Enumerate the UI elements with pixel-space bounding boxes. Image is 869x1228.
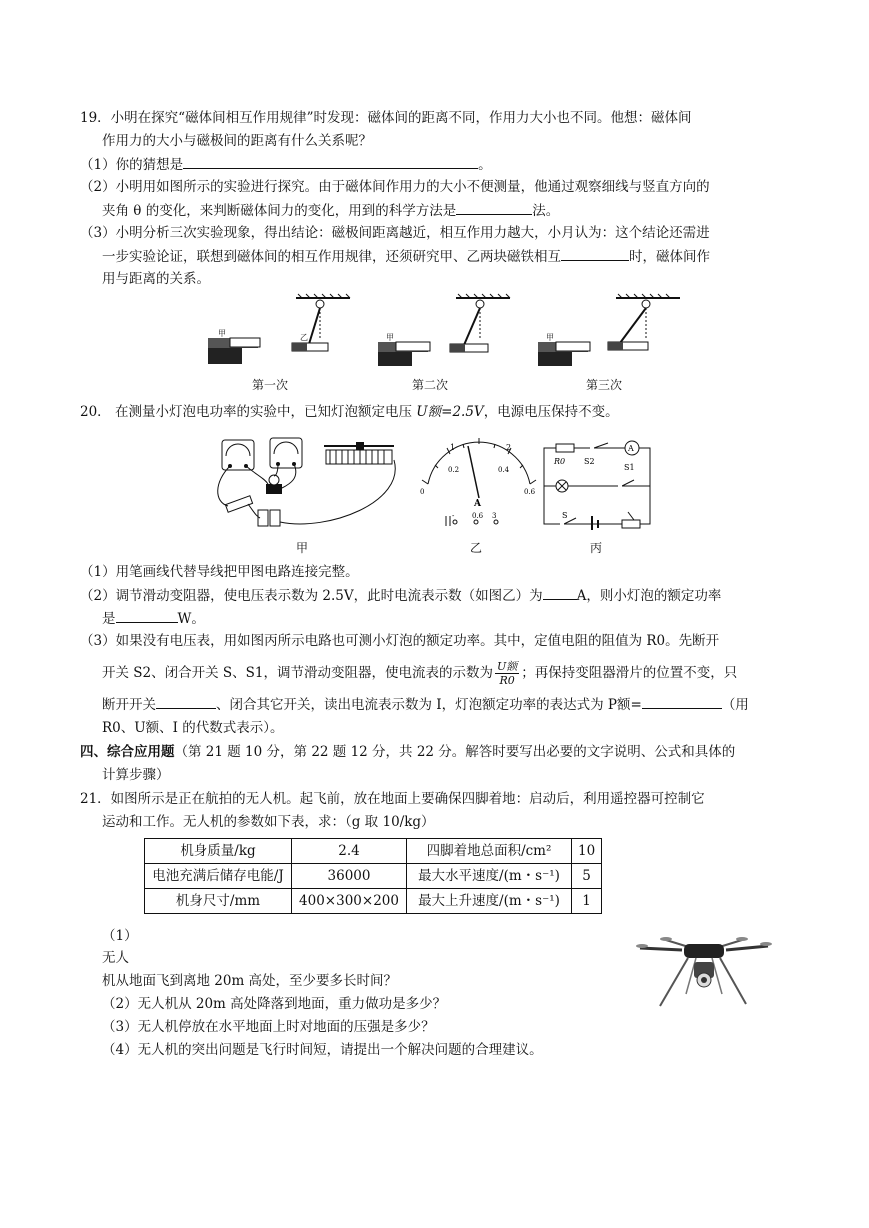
table-cell: 2.4 bbox=[292, 839, 407, 864]
experiment-1 bbox=[208, 294, 350, 364]
q19-p1-text: （1）你的猜想是 bbox=[80, 157, 184, 173]
fraction-numerator: U额 bbox=[497, 660, 518, 673]
q19-p3-mid: 时，磁体间作 bbox=[629, 249, 710, 265]
unit-label: A bbox=[474, 499, 481, 509]
q19-part-1 bbox=[80, 154, 492, 175]
section-desc: （第 21 题 10 分，第 22 题 12 分，共 22 分。解答时要写出必要的文字说明、公式和具体的 bbox=[174, 744, 736, 760]
label-jia: 甲 bbox=[386, 333, 394, 342]
q20-p3-text: 开关 S2、闭合开关 S、S1，调节滑动变阻器，使电流表的示数为 bbox=[102, 665, 494, 681]
table-row bbox=[145, 839, 602, 864]
rheostat-symbol-icon bbox=[622, 520, 640, 528]
table-cell: 机身质量/kg bbox=[145, 839, 292, 864]
table-cell: 1 bbox=[572, 889, 602, 914]
terminal-0.6: 0.6 bbox=[472, 512, 484, 520]
caption-first: 第一次 bbox=[252, 378, 289, 392]
experiment-3 bbox=[538, 294, 680, 366]
section-4-line-2: 计算步骤） bbox=[102, 767, 170, 783]
q20-p3-text2: 断开开关 bbox=[102, 697, 156, 713]
tick-top-1: 1 bbox=[450, 443, 456, 452]
q21-line-2: 运动和工作。无人机的参数如下表，求：（g 取 10/kg） bbox=[102, 814, 435, 830]
answer-blank[interactable] bbox=[156, 694, 216, 709]
caption-jia: 甲 bbox=[296, 541, 309, 555]
q20-p2-text: （2）调节滑动变阻器，使电压表示数为 2.5V，此时电流表示数（如图乙）为 bbox=[80, 588, 543, 604]
q20-part-3d: R0、U额、I 的代数式表示）。 bbox=[102, 720, 284, 736]
s2-label: S2 bbox=[584, 457, 595, 466]
table-row bbox=[145, 889, 602, 914]
q21-p1-label: （1） bbox=[102, 928, 138, 944]
tick-0.2: 0.2 bbox=[448, 466, 460, 474]
q20-part-3c bbox=[102, 694, 749, 715]
q20-intro: 20． 在测量小灯泡电功率的实验中，已知灯泡额定电压 bbox=[80, 404, 417, 420]
s1-label: S1 bbox=[624, 463, 635, 472]
table-cell: 10 bbox=[572, 839, 602, 864]
label-yi: 乙 bbox=[300, 333, 308, 342]
table-cell: 5 bbox=[572, 864, 602, 889]
tick-0.4: 0.4 bbox=[498, 466, 510, 474]
q20-p3-text3: 、闭合其它开关，读出电流表示数为 I，灯泡额定功率的表达式为 P额= bbox=[216, 697, 642, 713]
q19-part-3c: 用与距离的关系。 bbox=[102, 271, 210, 287]
q20-intro-end: ，电源电压保持不变。 bbox=[483, 404, 619, 420]
q19-part-3b bbox=[102, 246, 710, 267]
table-cell: 机身尺寸/mm bbox=[145, 889, 292, 914]
answer-blank[interactable] bbox=[642, 694, 722, 709]
circuit-diagram bbox=[538, 440, 656, 530]
label-jia: 甲 bbox=[546, 333, 554, 342]
tick-zero: 0 bbox=[420, 488, 425, 496]
q19-p1-end: 。 bbox=[478, 157, 492, 173]
q19-p3-text: 一步实验论证，联想到磁体间的相互作用规律，还须研究甲、乙两块磁铁相互 bbox=[102, 249, 561, 265]
meter-needle bbox=[468, 446, 479, 498]
fraction bbox=[495, 660, 519, 687]
q19-part-3a: （3）小明分析三次实验现象，得出结论：磁极间距离越近，相互作用力越大，小月认为：这个结论还需进 bbox=[80, 225, 710, 241]
fraction-denominator: R0 bbox=[499, 674, 515, 687]
terminal-3: 3 bbox=[492, 512, 497, 520]
q21-part-3: （3）无人机停放在水平地面上时对地面的压强是多少？ bbox=[102, 1019, 435, 1035]
q19-part-2a: （2）小明用如图所示的实验进行探究。由于磁体间作用力的大小不便测量，他通过观察细线与竖直方向的 bbox=[80, 179, 710, 195]
q20-p3-mid: ；再保持变阻器滑片的位置不变，只 bbox=[521, 665, 738, 681]
label-jia: 甲 bbox=[218, 329, 226, 338]
answer-blank[interactable] bbox=[561, 246, 629, 261]
table-row bbox=[145, 864, 602, 889]
q21-part-2: （2）无人机从 20m 高处降落到地面，重力做功是多少？ bbox=[102, 996, 447, 1012]
section-4-heading bbox=[80, 742, 735, 762]
q19-p2-end: 法。 bbox=[532, 203, 560, 219]
table-cell: 电池充满后储存电能/J bbox=[145, 864, 292, 889]
answer-blank[interactable] bbox=[456, 200, 532, 215]
q21-part-4: （4）无人机的突出问题是飞行时间短，请提出一个解决问题的合理建议。 bbox=[102, 1042, 543, 1058]
q20-p3-text4: （用 bbox=[721, 697, 749, 713]
q19-line-1: 19．小明在探究“磁体间相互作用规律”时发现：磁体间的距离不同，作用力大小也不同。他想：磁体间 bbox=[80, 110, 692, 126]
q20-part-2b bbox=[102, 608, 205, 629]
q19-line-2: 作用力的大小与磁极间的距离有什么关系呢？ bbox=[102, 133, 372, 149]
drone-params-table bbox=[144, 838, 602, 914]
ammeter-label: A bbox=[628, 444, 634, 453]
answer-blank[interactable] bbox=[116, 608, 178, 623]
q21-p1-word: 无人 bbox=[102, 950, 129, 966]
q20-rated-voltage: U额=2.5V bbox=[416, 404, 484, 420]
q20-part-3b bbox=[102, 660, 737, 687]
q21-part-1: 机从地面飞到离地 20m 高处，至少要多长时间？ bbox=[102, 973, 398, 989]
caption-third: 第三次 bbox=[586, 378, 623, 392]
resistor-r0-icon bbox=[556, 444, 574, 452]
q20-p2-end: W。 bbox=[177, 611, 205, 627]
experiment-2 bbox=[378, 294, 510, 366]
apparatus-figure bbox=[208, 432, 408, 536]
q20-part-2a bbox=[80, 585, 721, 606]
table-cell: 400×300×200 bbox=[292, 889, 407, 914]
terminal-minus: - bbox=[452, 512, 455, 520]
r0-label: R0 bbox=[554, 457, 566, 466]
caption-second: 第二次 bbox=[412, 378, 449, 392]
q20-p2-text2: 是 bbox=[102, 611, 116, 627]
caption-bing: 丙 bbox=[590, 541, 603, 555]
tick-0.6: 0.6 bbox=[524, 488, 536, 496]
caption-yi: 乙 bbox=[470, 541, 483, 555]
magnet-experiment-figure bbox=[200, 290, 680, 368]
q20-p2-mid: A，则小灯泡的额定功率 bbox=[576, 588, 722, 604]
table-cell: 最大上升速度/(m・s⁻¹) bbox=[407, 889, 572, 914]
q20-part-3a: （3）如果没有电压表，用如图丙所示电路也可测小灯泡的额定功率。其中，定值电阻的阻值为 R0。先断开 bbox=[80, 633, 720, 649]
section-title: 四、综合应用题 bbox=[80, 744, 175, 760]
q21-line-1: 21．如图所示是正在航拍的无人机。起飞前，放在地面上要确保四脚着地：启动后，利用遥控器可控制它 bbox=[80, 791, 705, 807]
ammeter-dial-figure bbox=[420, 436, 538, 532]
drone-image bbox=[636, 932, 772, 1012]
q19-p2-text: 夹角 θ 的变化，来判断磁体间力的变化，用到的科学方法是 bbox=[102, 203, 457, 219]
tick-top-2: 2 bbox=[506, 443, 512, 452]
answer-blank[interactable] bbox=[543, 585, 577, 600]
s-label: S bbox=[562, 511, 568, 520]
q20-part-1: （1）用笔画线代替导线把甲图电路连接完整。 bbox=[80, 564, 359, 580]
table-cell: 最大水平速度/(m・s⁻¹) bbox=[407, 864, 572, 889]
answer-blank[interactable] bbox=[183, 154, 478, 169]
q19-part-2b bbox=[102, 200, 559, 221]
q20-line-1 bbox=[80, 402, 619, 422]
table-cell: 36000 bbox=[292, 864, 407, 889]
table-cell: 四脚着地总面积/cm² bbox=[407, 839, 572, 864]
